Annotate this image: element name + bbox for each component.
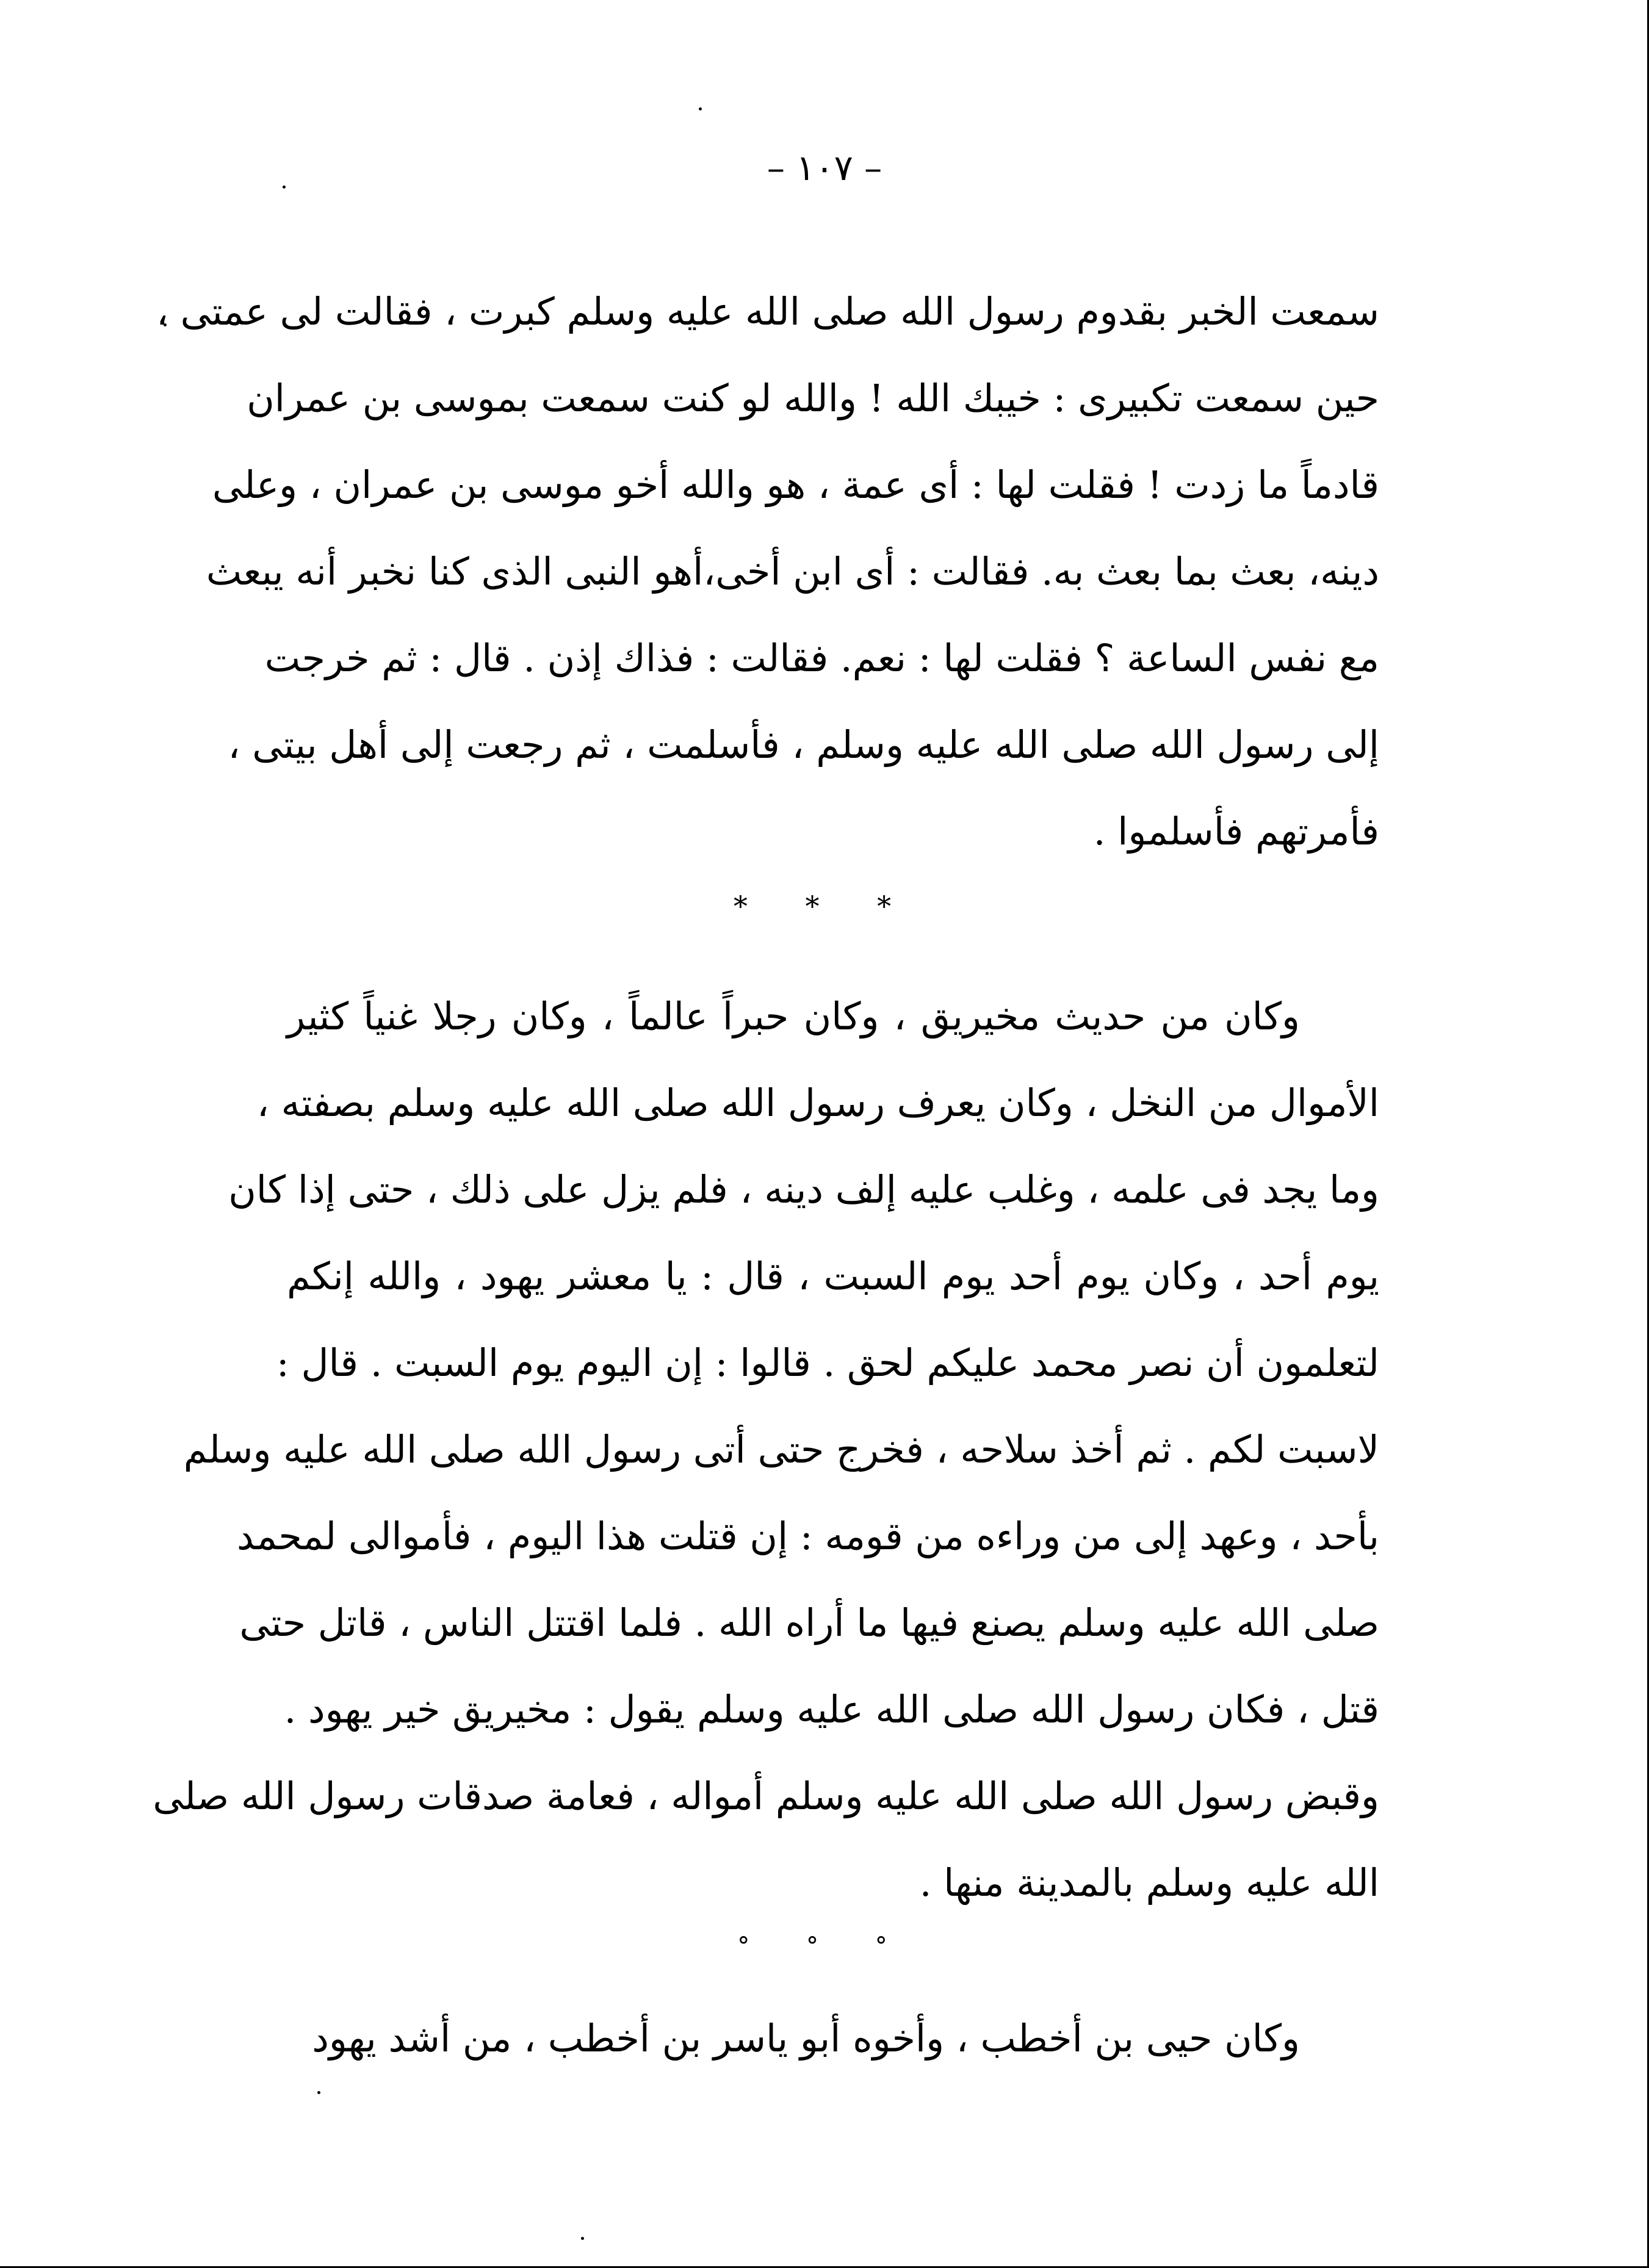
section-separator: ° ° ° [737,1932,912,1960]
text-line: حين سمعت تكبيرى : خيبك الله ! والله لو كنت سمعت بموسى بن عمران [247,376,1379,420]
text-line: الله عليه وسلم بالمدينة منها . [919,1860,1379,1905]
text-line: دينه، بعث بما بعث به. فقالت : أى ابن أخى،أهو النبى الذى كنا نخبر أنه يبعث [206,549,1379,594]
text-line: الأموال من النخل ، وكان يعرف رسول الله صلى الله عليه وسلم بصفته ، [256,1081,1379,1125]
scan-speck [581,2237,584,2240]
text-line: يوم أحد ، وكان يوم أحد يوم السبت ، قال : يا معشر يهود ، والله إنكم [287,1254,1379,1298]
paragraph-2 [153,973,1379,1926]
text-line: فأمرتهم فأسلموا . [1093,809,1379,854]
text-line: سمعت الخبر بقدوم رسول الله صلى الله عليه وسلم كبرت ، فقالت لى عمتى ، [156,289,1379,334]
text-line: وكان حيى بن أخطب ، وأخوه أبو ياسر بن أخطب ، من أشد يهود [312,2016,1300,2061]
text-line: صلى الله عليه وسلم يصنع فيها ما أراه الله . فلما اقتتل الناس ، قاتل حتى [239,1600,1379,1645]
paragraph-3 [287,1995,1379,2082]
text-line: وقبض رسول الله صلى الله عليه وسلم أمواله ، فعامة صدقات رسول الله صلى [153,1774,1379,1818]
text-line: لاسبت لكم . ثم أخذ سلاحه ، فخرج حتى أتى رسول الله صلى الله عليه وسلم [183,1427,1379,1472]
text-line: قتل ، فكان رسول الله صلى الله عليه وسلم يقول : مخيريق خير يهود . [284,1687,1379,1732]
scan-speck [699,107,702,110]
section-separator: * * * [733,890,916,923]
text-line: وكان من حديث مخيريق ، وكان حبراً عالماً ، وكان رجلا غنياً كثير [287,994,1300,1039]
page-number: – ١٠٧ – [767,147,882,189]
text-line: مع نفس الساعة ؟ فقلت لها : نعم. فقالت : فذاك إذن . قال : ثم خرجت [264,636,1379,680]
text-line: إلى رسول الله صلى الله عليه وسلم ، فأسلمت ، ثم رجعت إلى أهل بيتى ، [228,722,1379,767]
scan-speck [283,185,286,189]
text-line: قادماً ما زدت ! فقلت لها : أى عمة ، هو والله أخو موسى بن عمران ، وعلى [212,463,1379,507]
scan-speck [317,2091,320,2094]
text-line: لتعلمون أن نصر محمد عليكم لحق . قالوا : إن اليوم يوم السبت . قال : [276,1341,1379,1385]
paragraph-1 [156,268,1379,875]
text-line: وما يجد فى علمه ، وغلب عليه إلف دينه ، فلم يزل على ذلك ، حتى إذا كان [228,1167,1379,1212]
text-line: بأحد ، وعهد إلى من وراءه من قومه : إن قتلت هذا اليوم ، فأموالى لمحمد [237,1514,1379,1558]
